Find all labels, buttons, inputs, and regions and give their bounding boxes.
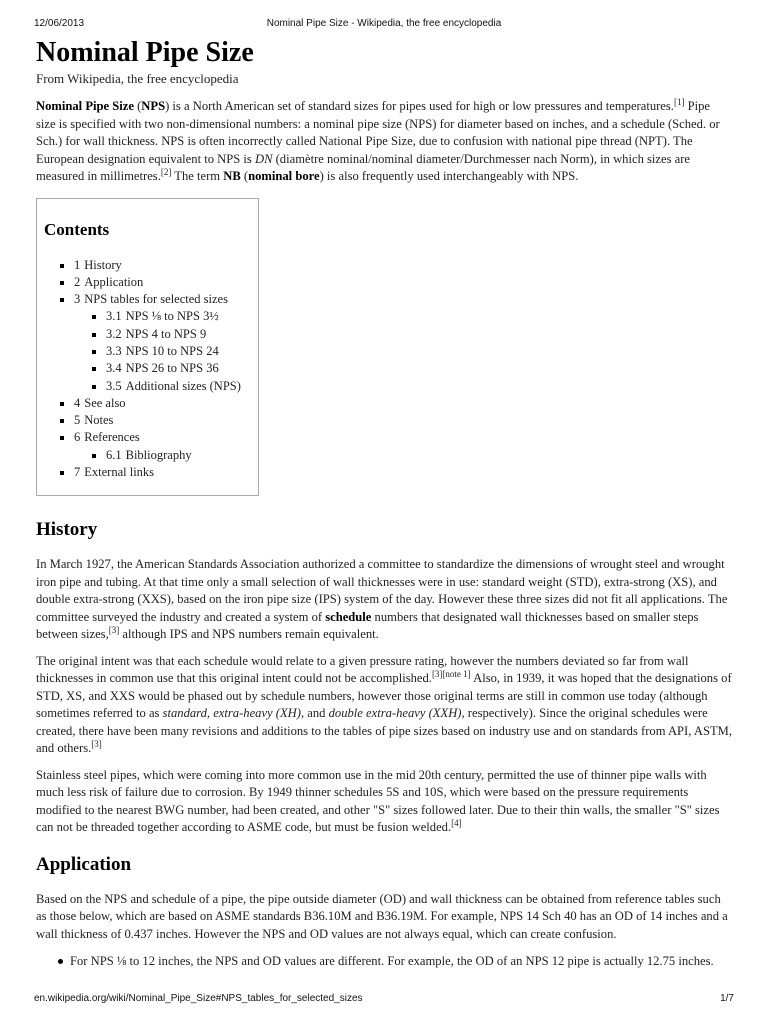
toc-item-external-links[interactable]: 7 External links [74, 464, 258, 481]
history-paragraph-1: In March 1927, the American Standards Association authorized a committee to standardize the dimensions of wrought steel and wrought iron pipe and tubing. At that time only a small selection of wall thicknesses were in use: standard weight (STD), extra-strong (XS), and double extra-strong (XXS), based on the iron pipe size (IPS) system of the day. However these three sizes did not fit all applications. The committee surveyed the industry and created a system of schedule numbers that designated wall thicknesses based on smaller steps between sizes,[3] although IPS and NPS numbers remain equivalent. [36, 557, 728, 642]
page-title: Nominal Pipe Size [36, 37, 254, 68]
print-page-title: Nominal Pipe Size - Wikipedia, the free encyclopedia [266, 18, 502, 29]
application-paragraph: Based on the NPS and schedule of a pipe, the pipe outside diameter (OD) and wall thickness can be obtained from reference tables such as those below, which are based on ASME standards B36.10M and B36.19M. For example, NPS 14 Sch 40 has an OD of 14 inches and a wall thickness of 0.437 inches. However the NPS and OD values are not always equal, which can create confusion. [36, 891, 728, 941]
print-date: 12/06/2013 [34, 18, 85, 29]
site-tagline: From Wikipedia, the free encyclopedia [36, 71, 239, 86]
ref-link[interactable]: [4] [451, 818, 462, 829]
toc-item-nps-10-to-24[interactable]: 3.3 NPS 10 to NPS 24 [106, 343, 258, 360]
toc-item-nps-26-to-36[interactable]: 3.4 NPS 26 to NPS 36 [106, 360, 258, 377]
toc-item-additional-sizes[interactable]: 3.5 Additional sizes (NPS) [106, 378, 258, 395]
history-paragraph-3: Stainless steel pipes, which were coming into more common use in the mid 20th century, permitted the use of thinner pipe walls with much less risk of failure due to corrosion. By 1949 thinner schedules 5S and 10S, which were based on the pressure requirements modified to the nearest BWG number, had been created, and other "S" sizes followed later. Due to their thin walls, the smaller "S" sizes can not be threaded together according to ASME code, but must be fusion welded.[4] [36, 767, 720, 835]
ref-link[interactable]: [3] [108, 625, 120, 636]
application-list [36, 953, 732, 971]
ref-link[interactable]: [2] [160, 166, 172, 177]
intro-term: Nominal Pipe Size [36, 99, 134, 113]
list-item: For NPS ⅛ to 12 inches, the NPS and OD values are different. For example, the OD of an NPS 12 pipe is actually 12.75 inches. [70, 953, 732, 971]
toc-title: Contents [44, 219, 110, 239]
print-page-number: 1/7 [720, 993, 734, 1004]
history-paragraph-2: The original intent was that each schedule would relate to a given pressure rating, however the numbers deviated so far from wall thicknesses in common use that this original intent could not be accomplished.[3][note 1] Also, in 1939, it was hoped that the designations of STD, XS, and XXS would be phased out by schedule numbers, however those original terms are still in common use today (although sometimes referred to as standard, extra-heavy (XH), and double extra-heavy (XXH), respectively). Since the original schedules were created, there have been many revisions and additions to the tables of pipe sizes based on industry use and on standards from API, ASTM, and others.[3] [36, 653, 732, 756]
toc-item-references[interactable]: 6 References 6.1 Bibliography [74, 429, 258, 464]
print-footer [34, 993, 734, 1007]
toc-item-bibliography[interactable]: 6.1 Bibliography [106, 447, 258, 464]
toc-item-nps-1-8-to-3-5[interactable]: 3.1 NPS ⅛ to NPS 3½ [106, 308, 258, 325]
ref-link[interactable]: [3] [431, 669, 443, 680]
toc-item-see-also[interactable]: 4 See also [74, 395, 258, 412]
note-link[interactable]: [note 1] [442, 669, 471, 680]
toc-item-nps-tables[interactable]: 3 NPS tables for selected sizes 3.1 NPS ⅛ to NPS 3½ 3.2 NPS 4 to NPS 9 3.3 NPS 10 to NPS 24 3.4 NPS 26 to NPS 36 3.5 Additional sizes (NPS) [74, 291, 258, 395]
intro-paragraph: Nominal Pipe Size (NPS) is a North American set of standard sizes for pipes used for high or low pressures and temperatures.[1] Pipe size is specified with two non-dimensional numbers: a nominal pipe size (NPS) for diameter based on inches, and a schedule (Sched. or Sch.) for wall thickness. NPS is often incorrectly called National Pipe Size, due to confusion with national pipe thread (NPT). The European designation equivalent to NPS is DN (diamètre nominal/nominal diameter/Durchmesser nach Norm), in which sizes are measured in millimetres.[2] The term NB (nominal bore) is also frequently used interchangeably with NPS. [36, 96, 720, 183]
toc-item-nps-4-to-9[interactable]: 3.2 NPS 4 to NPS 9 [106, 326, 258, 343]
ref-link[interactable]: [1] [673, 96, 685, 107]
article-content [36, 36, 732, 971]
print-header [34, 18, 734, 32]
toc-item-history[interactable]: 1 History [74, 257, 258, 274]
print-url: en.wikipedia.org/wiki/Nominal_Pipe_Size#NPS_tables_for_selected_sizes [34, 993, 363, 1004]
section-heading-history: History [36, 519, 98, 541]
toc-item-notes[interactable]: 5 Notes [74, 412, 258, 429]
table-of-contents [36, 198, 259, 497]
section-heading-application: Application [36, 853, 132, 875]
ref-link[interactable]: [3] [91, 739, 102, 750]
toc-item-application[interactable]: 2 Application [74, 274, 258, 291]
intro-abbr: NPS [141, 99, 166, 113]
